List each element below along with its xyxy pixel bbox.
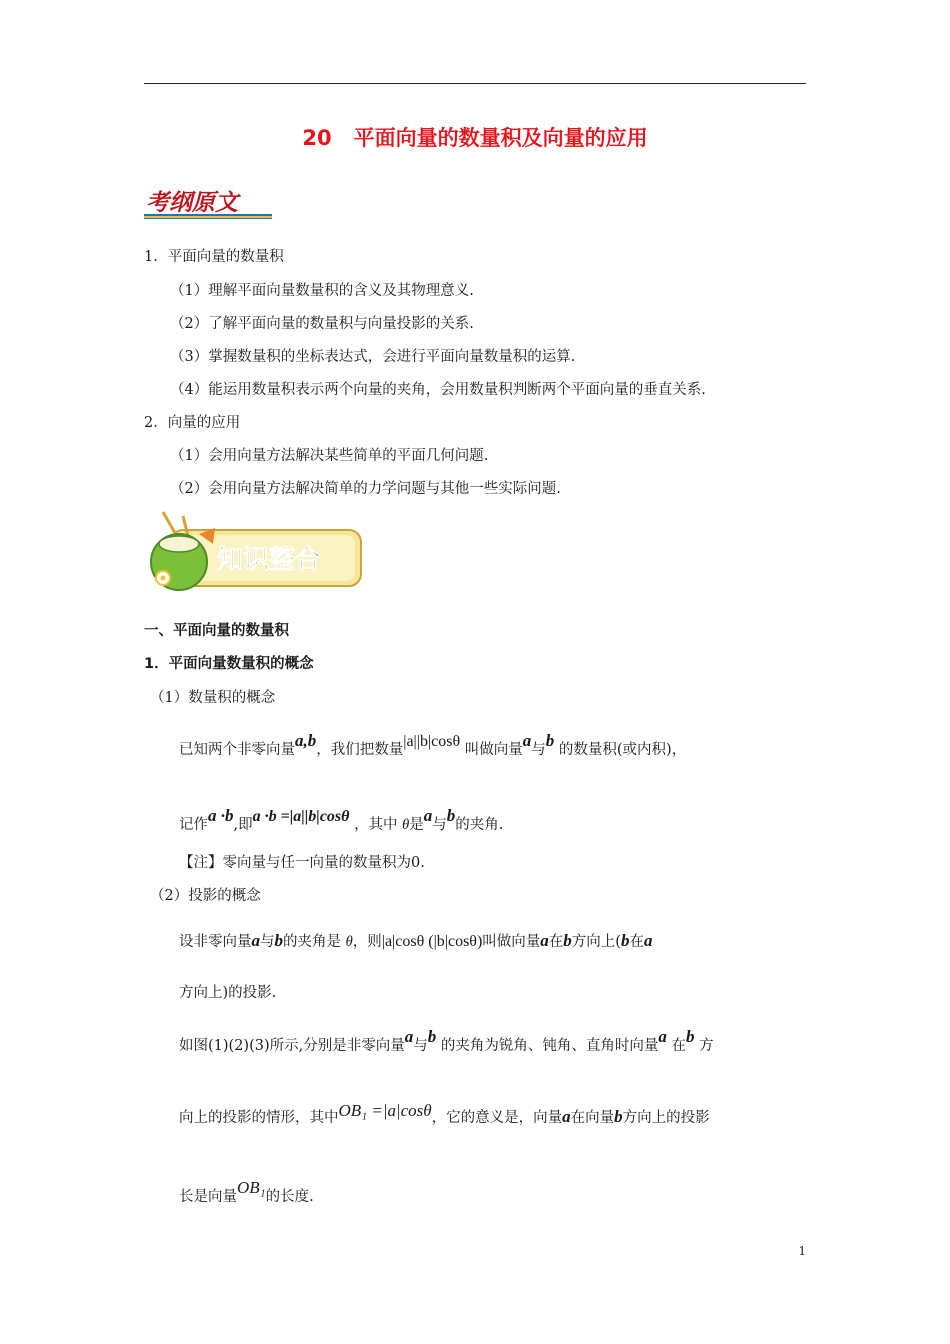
- text-run: 记作: [179, 817, 208, 833]
- text-run: 与: [432, 817, 447, 833]
- page-number: 1: [798, 1244, 806, 1258]
- syllabus-banner: [144, 180, 274, 226]
- subsection-label: （2）投影的概念: [150, 888, 261, 904]
- text-run: 与: [260, 934, 275, 950]
- text-run: ，它的意义是，向量: [431, 1110, 563, 1126]
- definition-line-2: 记作a ·b,即a ·b =|a||b|cosθ ，其中 θ是a与b的夹角.: [179, 806, 504, 833]
- formula-a-dot-b: a ·b: [208, 806, 234, 825]
- text-run: ，我们把数量: [316, 742, 404, 758]
- list-item: （1）会用向量方法解决某些简单的平面几何问题.: [170, 448, 489, 464]
- figure-reference-line: 如图(1)(2)(3)所示,分别是非零向量a与b 的夹角为锐角、钝角、直角时向量a 在b 方: [179, 1027, 714, 1054]
- knowledge-heading: 一、平面向量的数量积: [144, 623, 289, 639]
- section-1-heading: 1．平面向量的数量积: [144, 249, 284, 265]
- text-run: 在: [671, 1038, 686, 1054]
- list-item: （3）掌握数量积的坐标表达式，会进行平面向量数量积的运算.: [170, 349, 576, 365]
- projection-meaning-line: 向上的投影的情形，其中OB₁ =|a|cosθ，它的意义是，向量a在向量b方向上的投影: [179, 1101, 710, 1126]
- text-run: 与: [413, 1038, 428, 1054]
- text-run: 在向量: [570, 1110, 615, 1126]
- knowledge-banner-label: 知识整合: [217, 545, 322, 575]
- text-run: 已知两个非零向量: [179, 742, 295, 758]
- length-line: [179, 1178, 314, 1207]
- text-run: 方向上(: [571, 934, 621, 950]
- header-rule: [144, 83, 806, 84]
- title-number: 20: [302, 126, 332, 150]
- page-title: [0, 122, 950, 152]
- theta: θ: [402, 817, 410, 833]
- text-run: 的长度.: [265, 1189, 314, 1205]
- section-2-heading: 2．向量的应用: [144, 415, 241, 431]
- list-item: （1）理解平面向量数量积的含义及其物理意义.: [170, 283, 474, 299]
- knowledge-banner: [143, 510, 365, 596]
- text-run: 如图(1)(2)(3)所示,分别是非零向量: [179, 1038, 405, 1054]
- subsection-label: （1）数量积的概念: [150, 690, 276, 706]
- text-run: 的夹角.: [455, 817, 504, 833]
- formula-dot-definition: a ·b =|a||b|cosθ: [252, 808, 350, 825]
- text-run: 与: [531, 742, 546, 758]
- text-run: ,即: [233, 817, 253, 833]
- vector-ab: a,b: [295, 731, 317, 750]
- list-item: （2）会用向量方法解决简单的力学问题与其他一些实际问题.: [170, 481, 561, 497]
- text-run: 的数量积(或内积)，: [558, 742, 687, 758]
- text-run: 长是向量: [179, 1189, 237, 1205]
- text-run: 方: [699, 1038, 714, 1054]
- projection-line-1: 设非零向量a与b的夹角是 θ，则|a|cosθ (|b|cosθ)叫做向量a在b方向上(b在a: [179, 931, 653, 950]
- vector-ob1: OB₁: [237, 1178, 266, 1197]
- concept-heading: 1．平面向量数量积的概念: [144, 656, 314, 672]
- formula-dot-product: |a||b|cosθ: [403, 733, 461, 750]
- syllabus-banner-label: 考纲原文: [146, 189, 238, 216]
- text-run: 的夹角是: [283, 934, 341, 950]
- formula-projection: |a|cosθ (|b|cosθ): [381, 933, 483, 950]
- title-text: 平面向量的数量积及向量的应用: [353, 126, 648, 150]
- text-run: ，其中: [354, 817, 398, 833]
- text-run: 向上的投影的情形，其中: [179, 1110, 339, 1126]
- definition-line-1: 已知两个非零向量a,b，我们把数量|a||b|cosθ 叫做向量a与b 的数量积(或内积)，: [179, 731, 687, 758]
- text-run: 方向上的投影: [622, 1110, 710, 1126]
- text-run: 的夹角为锐角、钝角、直角时向量: [440, 1038, 659, 1054]
- text-run: 在: [548, 934, 564, 950]
- text-run: 叫做向量: [464, 742, 523, 758]
- list-item: （2）了解平面向量的数量积与向量投影的关系.: [170, 316, 474, 332]
- text-run: 设非零向量: [179, 934, 252, 950]
- note: 【注】零向量与任一向量的数量积为0.: [179, 855, 425, 871]
- text-run: ，则: [352, 934, 382, 950]
- text-run: 叫做向量: [482, 934, 541, 950]
- projection-line-2: 方向上)的投影.: [179, 985, 277, 1001]
- list-item: （4）能运用数量积表示两个向量的夹角，会用数量积判断两个平面向量的垂直关系.: [170, 382, 706, 398]
- text-run: 在: [629, 934, 644, 950]
- formula-ob1: OB₁ =|a|cosθ: [338, 1101, 432, 1120]
- text-run: 是: [409, 817, 424, 833]
